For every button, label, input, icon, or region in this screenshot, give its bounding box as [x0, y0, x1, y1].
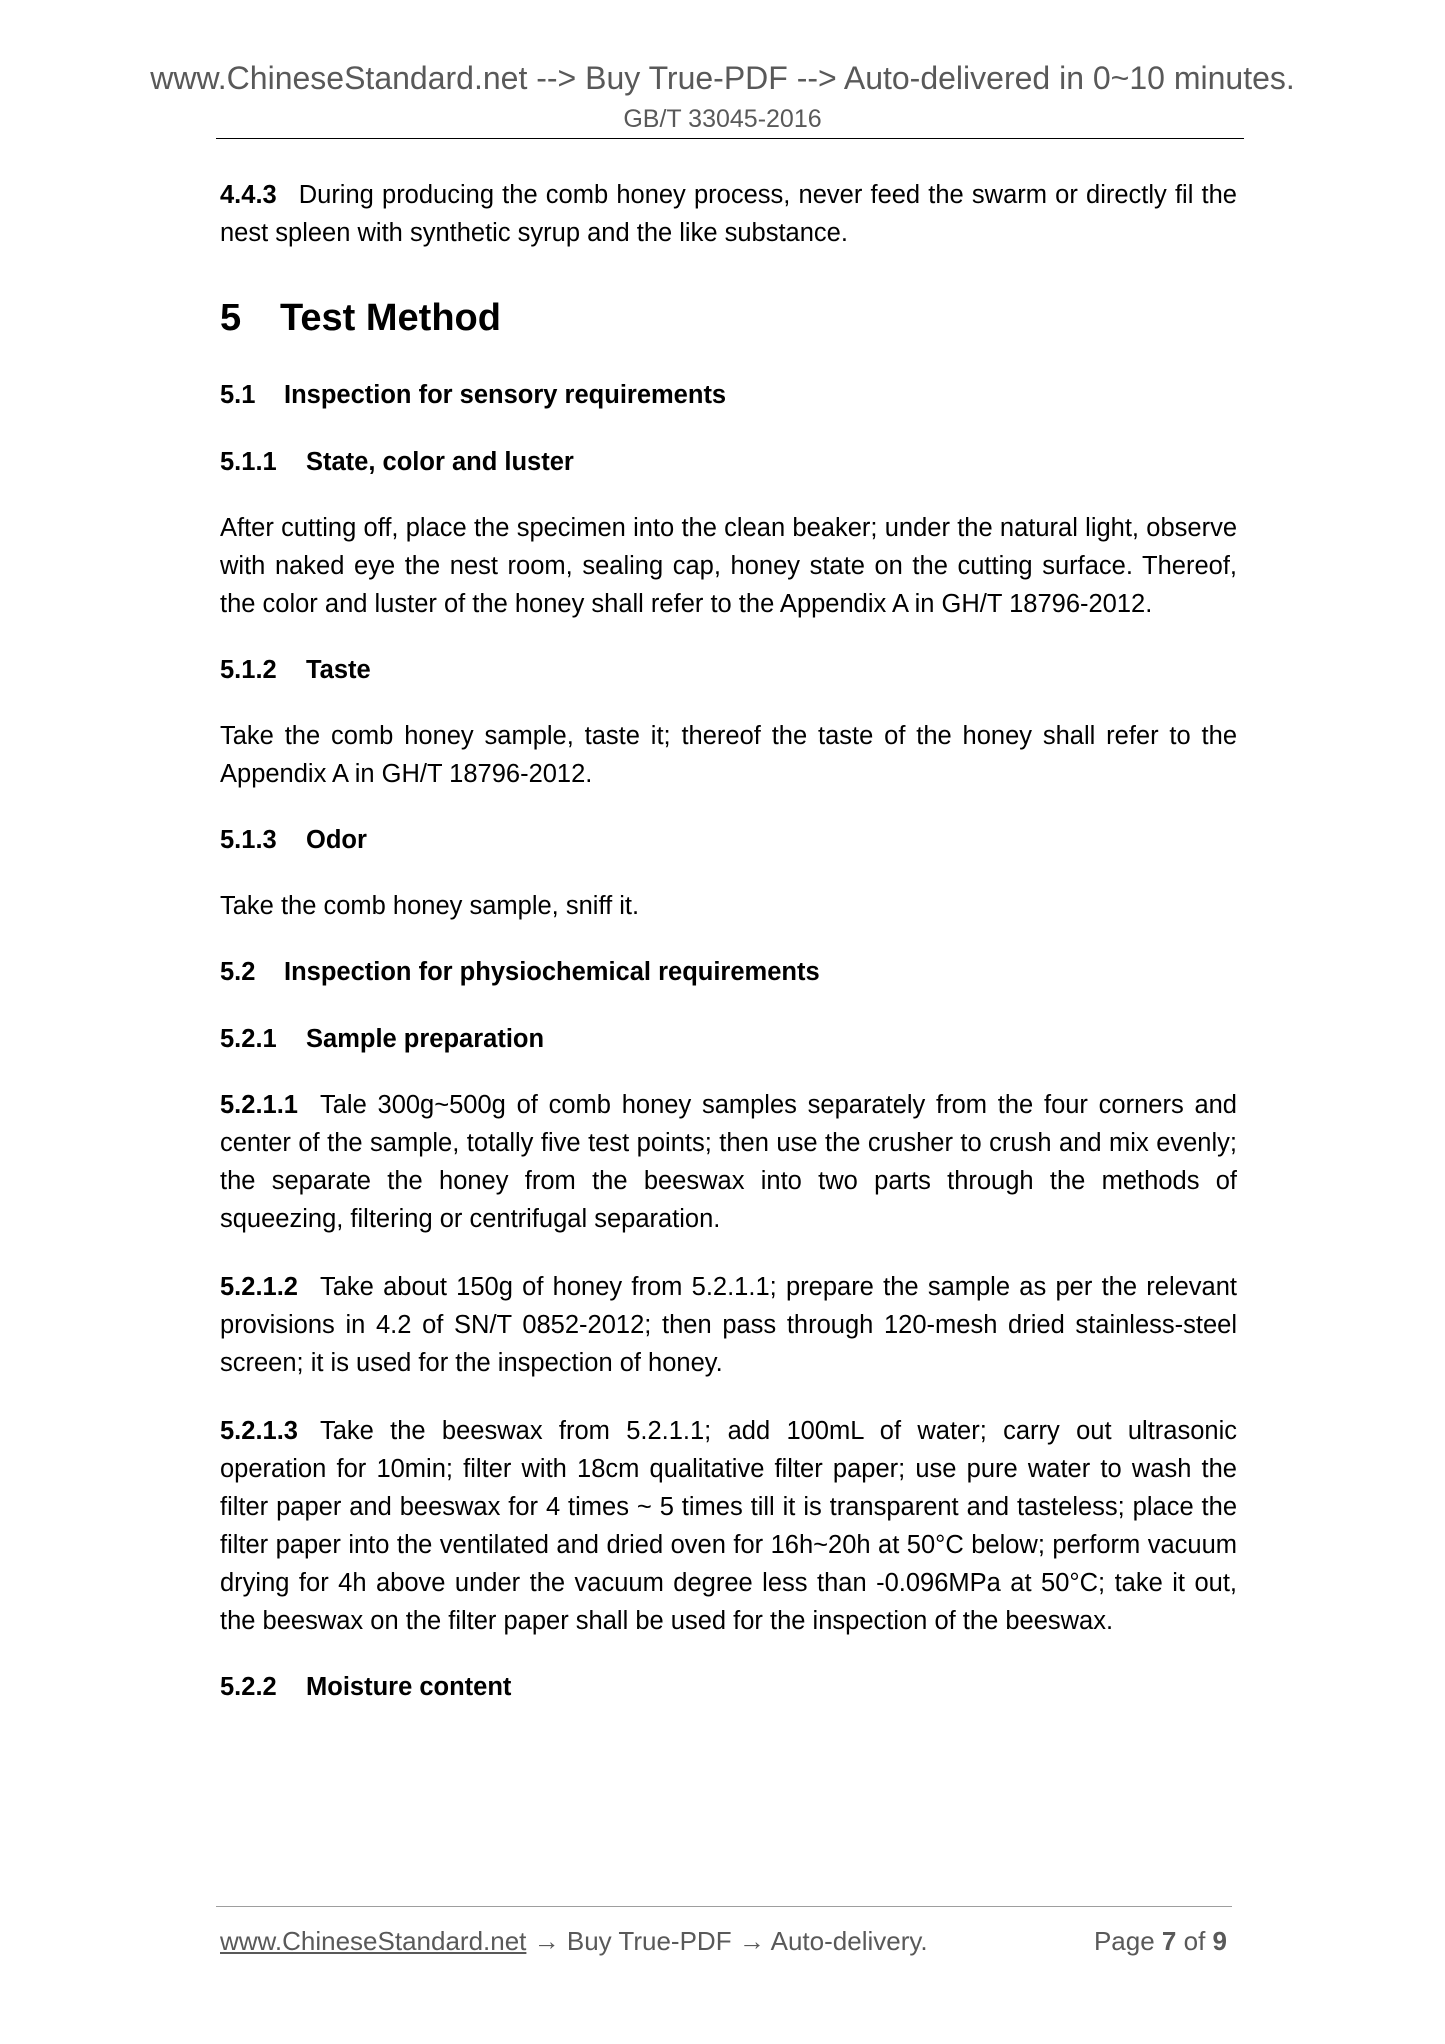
section-title: Odor	[306, 826, 367, 854]
section-title: Moisture content	[306, 1673, 512, 1701]
buy-true-pdf-link[interactable]: Buy True-PDF	[566, 1926, 732, 1956]
section-title: Inspection for sensory requirements	[284, 381, 727, 409]
page-current: 7	[1161, 1926, 1177, 1956]
section-title: Test Method	[280, 297, 501, 339]
page-content	[220, 176, 1237, 1704]
standard-number: GB/T 33045-2016	[623, 105, 822, 133]
clause-text: Take about 150g of honey from 5.2.1.1; prepare the sample as per the relevant provisions in 4.2 of SN/T 0852-2012; then pass through 120-mesh dried stainless-steel screen; it is used for the inspection of honey.	[220, 1273, 1237, 1377]
section-title: State, color and luster	[306, 448, 574, 476]
section-title: Inspection for physiochemical requirements	[284, 958, 820, 986]
section-number: 5	[220, 297, 242, 339]
section-heading-5	[220, 294, 1237, 342]
section-number: 5.2.1	[220, 1025, 277, 1053]
page-indicator	[1094, 1924, 1227, 1958]
section-number: 5.1.2	[220, 656, 277, 684]
clause-number: 5.2.1.3	[220, 1417, 298, 1445]
clause-5-2-1-2	[220, 1268, 1237, 1382]
section-heading-5-2-1	[220, 1022, 1237, 1056]
clause-text: During producing the comb honey process, never feed the swarm or directly fil the nest spleen with synthetic syrup and the like substance.	[220, 181, 1237, 247]
header-rule	[216, 138, 1244, 139]
section-heading-5-1-2	[220, 653, 1237, 687]
paragraph-5-1-2: Take the comb honey sample, taste it; thereof the taste of the honey shall refer to the Appendix A in GH/T 18796-2012.	[220, 722, 1237, 788]
clause-5-2-1-3	[220, 1412, 1237, 1640]
section-number: 5.1.1	[220, 448, 277, 476]
auto-delivery-text: Auto-delivery.	[770, 1926, 928, 1956]
clause-number: 5.2.1.1	[220, 1091, 298, 1119]
section-number: 5.2	[220, 958, 256, 986]
footer-links	[220, 1924, 928, 1958]
arrow-right-icon: →	[533, 1926, 560, 1956]
section-heading-5-1-3	[220, 823, 1237, 857]
clause-text: Tale 300g~500g of comb honey samples separately from the four corners and center of the sample, totally five test points; then use the crusher to crush and mix evenly; the separate the honey from the beeswax into two parts through the methods of squeezing, filtering or centrifugal separation.	[220, 1091, 1237, 1233]
page-total: 9	[1212, 1926, 1227, 1956]
clause-5-2-1-1	[220, 1086, 1237, 1238]
section-heading-5-1-1	[220, 445, 1237, 479]
clause-4-4-3	[220, 176, 1237, 252]
clause-number: 4.4.3	[220, 181, 277, 209]
section-title: Sample preparation	[306, 1025, 545, 1053]
paragraph-5-1-1: After cutting off, place the specimen into the clean beaker; under the natural light, observe with naked eye the nest room, sealing cap, honey state on the cutting surface. Thereof, the color and luster of the honey shall refer to the Appendix A in GH/T 18796-2012.	[220, 514, 1237, 618]
section-number: 5.2.2	[220, 1673, 277, 1701]
clause-number: 5.2.1.2	[220, 1273, 298, 1301]
section-number: 5.1	[220, 381, 256, 409]
site-link[interactable]: www.ChineseStandard.net	[220, 1926, 527, 1956]
of-word: of	[1183, 1926, 1206, 1956]
section-heading-5-2-2	[220, 1670, 1237, 1704]
top-banner: www.ChineseStandard.net --> Buy True-PDF --> Auto-delivered in 0~10 minutes.	[150, 60, 1295, 96]
section-title: Taste	[306, 656, 371, 684]
clause-text: Take the beeswax from 5.2.1.1; add 100mL of water; carry out ultrasonic operation for 10min; filter with 18cm qualitative filter paper; use pure water to wash the filter paper and beeswax for 4 times ~ 5 times till it is transparent and tasteless; place the filter paper into the ventilated and dried oven for 16h~20h at 50°C below; perform vacuum drying for 4h above under the vacuum degree less than -0.096MPa at 50°C; take it out, the beeswax on the filter paper shall be used for the inspection of the beeswax.	[220, 1417, 1237, 1635]
footer-rule	[216, 1906, 1232, 1907]
arrow-right-icon: →	[738, 1926, 765, 1956]
section-heading-5-1	[220, 378, 1237, 412]
section-heading-5-2	[220, 955, 1237, 989]
section-number: 5.1.3	[220, 826, 277, 854]
page-word: Page	[1093, 1926, 1155, 1956]
paragraph-5-1-3: Take the comb honey sample, sniff it.	[220, 892, 640, 920]
